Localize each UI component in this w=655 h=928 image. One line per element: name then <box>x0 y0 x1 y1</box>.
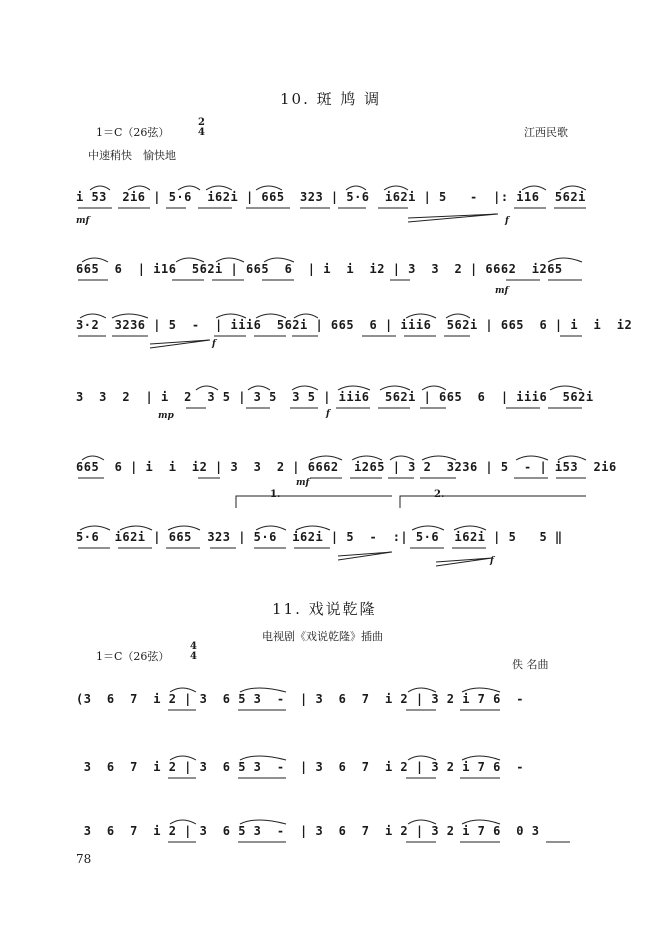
volta-bracket <box>236 496 586 508</box>
page-number: 78 <box>76 852 92 866</box>
volta-second-ending: 2. <box>434 489 445 500</box>
dynamic-mark: f <box>490 556 494 566</box>
piece1-time-denominator: 4 <box>198 127 205 138</box>
notation-line: 3·2 3236 | 5 - | iii6 562i | 665 6 | iii6 562i | 665 6 | i i i2 <box>76 318 633 332</box>
slur-arc <box>80 526 486 530</box>
notation-line: 665 6 | i i i2 | 3 3 2 | 6662 i265 | 3 2 3236 | 5 - | i53 2i6 <box>76 460 617 474</box>
slur-arc <box>196 386 582 390</box>
slur-arc <box>80 314 470 318</box>
dynamic-mark: mf <box>296 478 310 488</box>
piece1-title: 10. 斑 鸠 调 <box>280 90 382 108</box>
piece2-time-denominator: 4 <box>190 651 197 662</box>
notation-line: 665 6 | i16 562i | 665 6 | i i i2 | 3 3 2 | 6662 i265 <box>76 262 563 276</box>
hairpin <box>408 214 498 222</box>
hairpin <box>150 340 210 348</box>
slur-arc <box>90 186 586 190</box>
piece2-composer: 佚 名曲 <box>512 658 549 671</box>
notation-line: 5·6 i62i | 665 323 | 5·6 i62i | 5 - :| 5·6 i62i | 5 5 ‖ <box>76 530 563 544</box>
piece2-title: 11. 戏说乾隆 <box>272 600 377 618</box>
slur-arc <box>170 688 500 692</box>
slur-arc <box>82 258 582 262</box>
slur-arc <box>82 456 586 460</box>
slur-arc <box>170 820 500 824</box>
piece1-key-signature: 1＝C（26弦） <box>96 126 170 139</box>
dynamic-mark: mf <box>495 286 509 296</box>
piece1-origin: 江西民歌 <box>524 126 568 139</box>
piece2-key-signature: 1＝C（26弦） <box>96 650 170 663</box>
dynamic-mark: f <box>326 409 330 419</box>
piece1-time-numerator: 2 <box>198 117 205 128</box>
dynamic-mark: mp <box>158 411 174 421</box>
hairpin <box>338 552 492 566</box>
notation-line: 3 6 7 i 2 | 3 6 5 3 - | 3 6 7 i 2 | 3 2 i 7 6 0 3 <box>76 824 540 838</box>
piece1-tempo: 中速稍快 愉快地 <box>88 149 176 162</box>
dynamic-mark: mf <box>76 216 90 226</box>
slur-arc <box>170 756 500 760</box>
notation-line: i 53 2i6 | 5·6 i62i | 665 323 | 5·6 i62i | 5 - |: i16 562i <box>76 190 586 204</box>
dynamic-mark: f <box>212 339 216 349</box>
dynamic-mark: f <box>505 216 509 226</box>
piece2-time-numerator: 4 <box>190 641 197 652</box>
volta-first-ending: 1. <box>270 489 281 500</box>
notation-line: 3 3 2 | i 2 3 5 | 3 5 3 5 | iii6 562i | 665 6 | iii6 562i <box>76 390 594 404</box>
notation-line: 3 6 7 i 2 | 3 6 5 3 - | 3 6 7 i 2 | 3 2 i 7 6 - <box>76 760 525 774</box>
notation-line: (3 6 7 i 2 | 3 6 5 3 - | 3 6 7 i 2 | 3 2 i 7 6 - <box>76 692 525 706</box>
piece2-subtitle: 电视剧《戏说乾隆》插曲 <box>262 630 383 643</box>
